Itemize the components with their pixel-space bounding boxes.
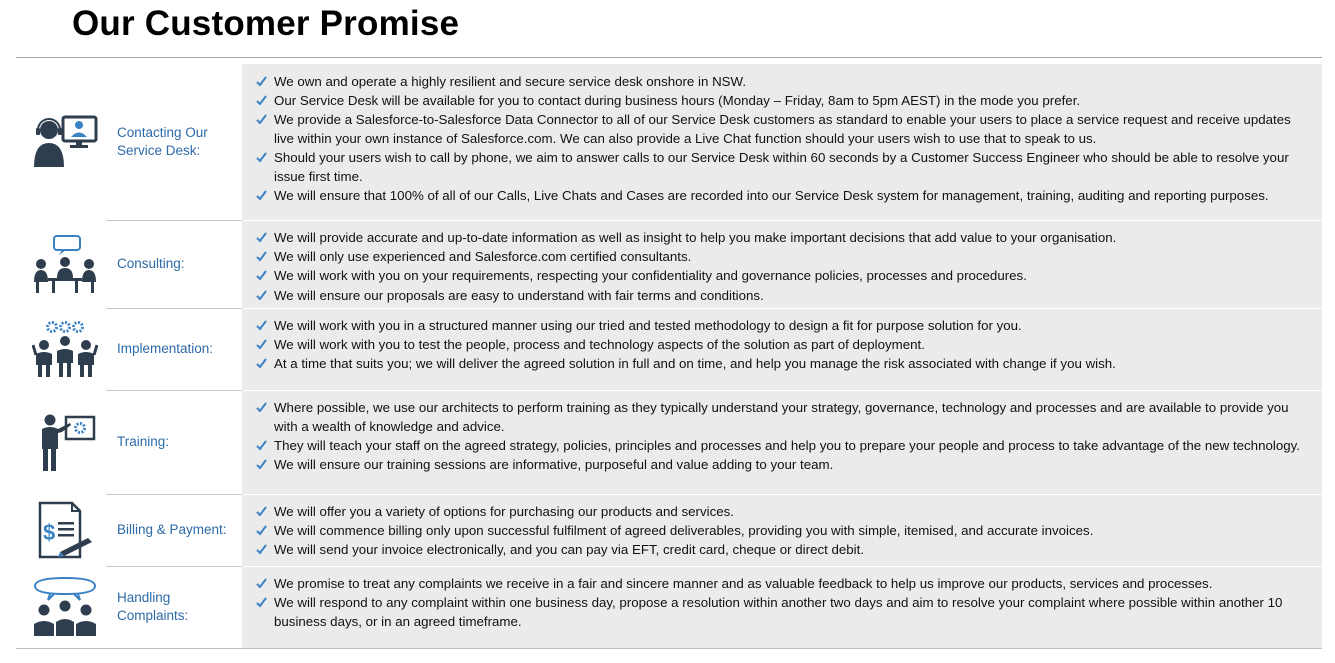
promise-table (16, 64, 1322, 648)
row-header (16, 566, 242, 648)
row-header (16, 308, 242, 390)
row-content (242, 308, 1322, 390)
row-handling-complaints (16, 566, 1322, 648)
row-header (16, 64, 242, 220)
team-gears-icon (28, 314, 102, 384)
checkmark-icon (256, 402, 267, 413)
checkmark-icon (256, 544, 267, 555)
list-item-text: We will provide accurate and up-to-date information as well as insight to help you make important decisions that add value to your organisation. (274, 230, 1117, 245)
list-item (256, 187, 1310, 206)
list-item-text: We will commence billing only upon successful fulfilment of agreed deliverables, providing you with simple, itemised, and accurate invoices. (274, 523, 1094, 539)
row-training (16, 390, 1322, 494)
bottom-divider (16, 648, 1322, 649)
list-item-text: We own and operate a highly resilient and secure service desk onshore in NSW. (274, 74, 747, 89)
list-item-text: We promise to treat any complaints we receive in a fair and sincere manner and as valuable feedback to help us improve our products, services and processes. (274, 576, 1213, 591)
top-divider (16, 57, 1322, 58)
meeting-icon (28, 229, 102, 299)
presenter-icon (28, 407, 102, 477)
row-header (16, 220, 242, 308)
list-item-text: We will work with you on your requirements, respecting your confidentiality and governance policies, processes and procedures. (274, 268, 1027, 284)
list-item (256, 229, 1310, 248)
list-item (256, 267, 1310, 286)
checkmark-icon (256, 578, 267, 589)
row-separator (106, 494, 242, 495)
row-content (242, 494, 1322, 566)
list-item-text: We provide a Salesforce-to-Salesforce Data Connector to all of our Service Desk customers as standard to enable your users to place a service request and receive updates live within your own instance of Salesforce.com. We can also provide a Live Chat function should your users wish to use that to speak to us. (274, 112, 1291, 146)
checkmark-icon (256, 506, 267, 517)
list-item-text: We will only use experienced and Salesforce.com certified consultants. (274, 249, 692, 265)
row-header (16, 494, 242, 566)
list-item (256, 594, 1310, 631)
checkmark-icon (256, 358, 267, 369)
list-item (256, 111, 1310, 148)
row-implementation (16, 308, 1322, 390)
list-item-text: We will work with you to test the people, process and technology aspects of the solution as part of deployment. (274, 337, 925, 353)
checkmark-icon (256, 440, 267, 451)
row-content (242, 390, 1322, 494)
checkmark-icon (256, 597, 267, 608)
checkmark-icon (256, 152, 267, 163)
checkmark-icon (256, 290, 267, 301)
checkmark-icon (256, 95, 267, 106)
checkmark-icon (256, 251, 267, 262)
list-item (256, 399, 1310, 436)
list-item-text: Our Service Desk will be available for you to contact during business hours (Monday – Friday, 8am to 5pm AEST) in the mode you prefer. (274, 93, 1081, 109)
list-item-text: We will work with you in a structured manner using our tried and tested methodology to design a fit for purpose solution for you. (274, 318, 1022, 333)
list-item-text: Where possible, we use our architects to perform training as they typically understand your strategy, governance, technology and processes and are available to provide you with a wealth of knowledge and advice. (274, 400, 1289, 434)
list-item-text: We will ensure our proposals are easy to understand with fair terms and conditions. (274, 287, 764, 303)
list-item (256, 355, 1310, 374)
checkmark-icon (256, 320, 267, 331)
list-item-text: At a time that suits you; we will deliver the agreed solution in full and on time, and help you manage the risk associated with change if you wish. (274, 356, 1116, 372)
row-consulting (16, 220, 1322, 308)
invoice-icon (28, 495, 102, 565)
row-label: Handling Complaints: (117, 590, 189, 623)
row-label: Contacting Our Service Desk: (117, 125, 208, 158)
checkmark-icon (256, 232, 267, 243)
svg-text:$: $ (43, 520, 56, 545)
checkmark-icon (256, 270, 267, 281)
list-item (256, 287, 1310, 306)
list-item-text: We will send your invoice electronically, and you can pay via EFT, credit card, cheque or direct debit. (274, 542, 865, 558)
row-contacting-service-desk (16, 64, 1322, 220)
row-label: Implementation: (117, 341, 214, 356)
row-header (16, 390, 242, 494)
list-item (256, 575, 1310, 594)
row-separator (106, 390, 242, 391)
feedback-group-icon (28, 572, 102, 642)
row-content (242, 566, 1322, 648)
row-label: Training: (117, 434, 170, 449)
row-billing-payment (16, 494, 1322, 566)
list-item (256, 149, 1310, 186)
list-item (256, 73, 1310, 92)
list-item (256, 456, 1310, 475)
row-content (242, 220, 1322, 308)
checkmark-icon (256, 459, 267, 470)
checkmark-icon (256, 339, 267, 350)
list-item-text: We will offer you a variety of options for purchasing our products and services. (274, 504, 734, 519)
row-separator (106, 566, 242, 567)
list-item-text: We will ensure that 100% of all of our Calls, Live Chats and Cases are recorded into our Service Desk system for management, training, auditing and reporting purposes. (274, 187, 1269, 203)
checkmark-icon (256, 114, 267, 125)
checkmark-icon (256, 525, 267, 536)
list-item (256, 336, 1310, 355)
row-content (242, 64, 1322, 220)
page-title: Our Customer Promise (72, 4, 460, 43)
row-label: Consulting: (117, 256, 185, 271)
row-separator (106, 308, 242, 309)
list-item (256, 522, 1310, 541)
checkmark-icon (256, 190, 267, 201)
row-label: Billing & Payment: (117, 522, 227, 537)
list-item (256, 437, 1310, 456)
list-item (256, 317, 1310, 336)
row-separator (106, 220, 242, 221)
list-item-text: We will respond to any complaint within one business day, propose a resolution within another two days and aim to resolve your complaint where possible within another 10 business days, or in an agreed timeframe. (274, 595, 1283, 629)
list-item (256, 541, 1310, 560)
list-item (256, 92, 1310, 111)
list-item-text: We will ensure our training sessions are informative, purposeful and value adding to your team. (274, 456, 834, 472)
list-item (256, 503, 1310, 522)
checkmark-icon (256, 76, 267, 87)
list-item-text: Should your users wish to call by phone, we aim to answer calls to our Service Desk within 60 seconds by a Customer Success Engineer who should be able to resolve your issue first time. (274, 150, 1289, 184)
list-item-text: They will teach your staff on the agreed strategy, policies, principles and processes and help you to prepare your people and process to take advantage of the new technology. (274, 437, 1300, 453)
list-item (256, 248, 1310, 267)
headset-agent-icon (28, 107, 102, 177)
